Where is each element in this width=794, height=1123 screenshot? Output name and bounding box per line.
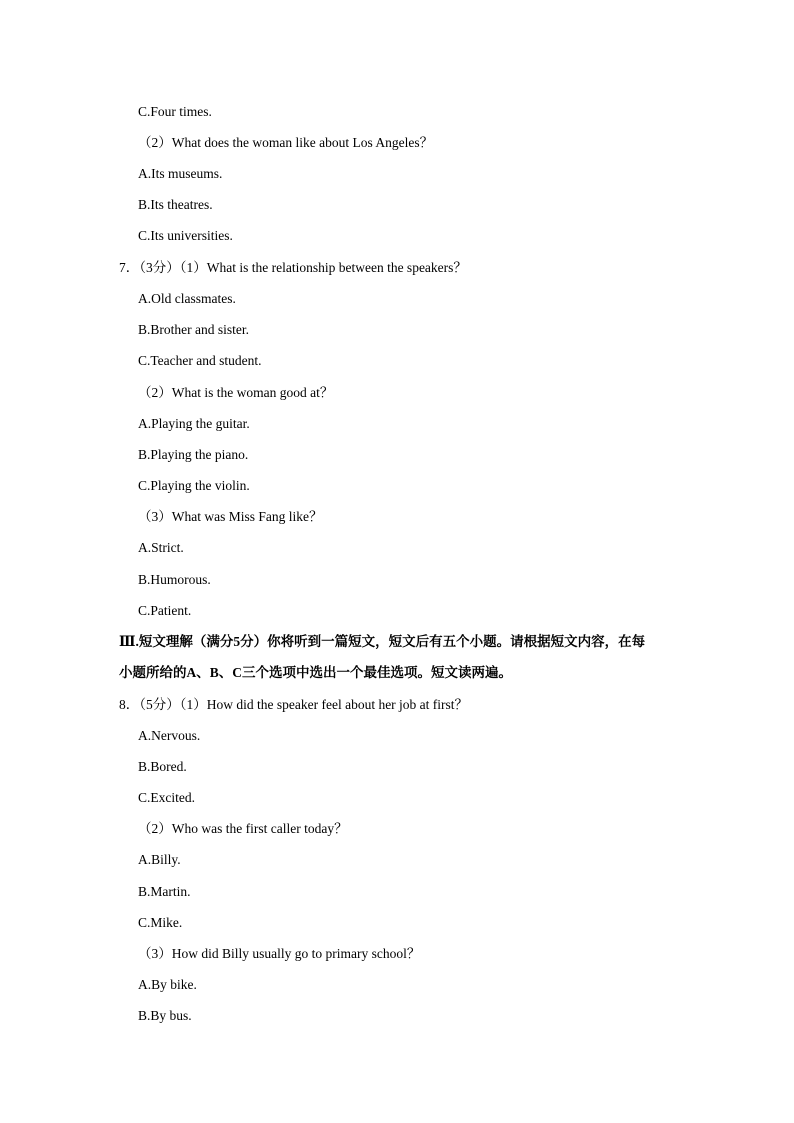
option-b-brother-sister: B.Brother and sister.	[138, 322, 249, 337]
question-7-2: （2）What is the woman good at？	[138, 385, 334, 400]
option-c-violin: C.Playing the violin.	[138, 478, 250, 493]
option-a-old-classmates: A.Old classmates.	[138, 291, 236, 306]
question-8-2: （2）Who was the first caller today？	[138, 821, 348, 836]
question-7-1: 7．（3分）（1）What is the relationship between the speakers？	[119, 260, 467, 275]
option-b-humorous: B.Humorous.	[138, 572, 211, 587]
option-b-piano: B.Playing the piano.	[138, 447, 249, 462]
option-b-bored: B.Bored.	[138, 759, 187, 774]
option-b-theatres: B.Its theatres.	[138, 197, 213, 212]
option-c-teacher-student: C.Teacher and student.	[138, 353, 262, 368]
option-c-mike: C.Mike.	[138, 915, 183, 930]
option-c-four-times: C.Four times.	[138, 104, 212, 119]
option-b-martin: B.Martin.	[138, 884, 191, 899]
option-c-excited: C.Excited.	[138, 790, 195, 805]
option-a-by-bike: A.By bike.	[138, 977, 197, 992]
question-8-1: 8．（5分）（1）How did the speaker feel about her job at first？	[119, 697, 469, 712]
option-a-strict: A.Strict.	[138, 540, 184, 555]
question-7-3: （3）What was Miss Fang like？	[138, 509, 323, 524]
option-c-universities: C.Its universities.	[138, 228, 233, 243]
option-b-by-bus: B.By bus.	[138, 1008, 192, 1023]
question-8-3: （3）How did Billy usually go to primary school？	[138, 946, 421, 961]
option-a-museums: A.Its museums.	[138, 166, 223, 181]
section-3-instructions-line-2: 小题所给的A、B、C三个选项中选出一个最佳选项。短文读两遍。	[119, 665, 513, 680]
section-3-instructions-line-1: Ⅲ.短文理解（满分5分）你将听到一篇短文，短文后有五个小题。请根据短文内容，在每	[119, 634, 646, 649]
option-a-nervous: A.Nervous.	[138, 728, 201, 743]
option-c-patient: C.Patient.	[138, 603, 192, 618]
option-a-guitar: A.Playing the guitar.	[138, 416, 250, 431]
option-a-billy: A.Billy.	[138, 852, 181, 867]
question-6-2: （2）What does the woman like about Los Angeles？	[138, 135, 434, 150]
